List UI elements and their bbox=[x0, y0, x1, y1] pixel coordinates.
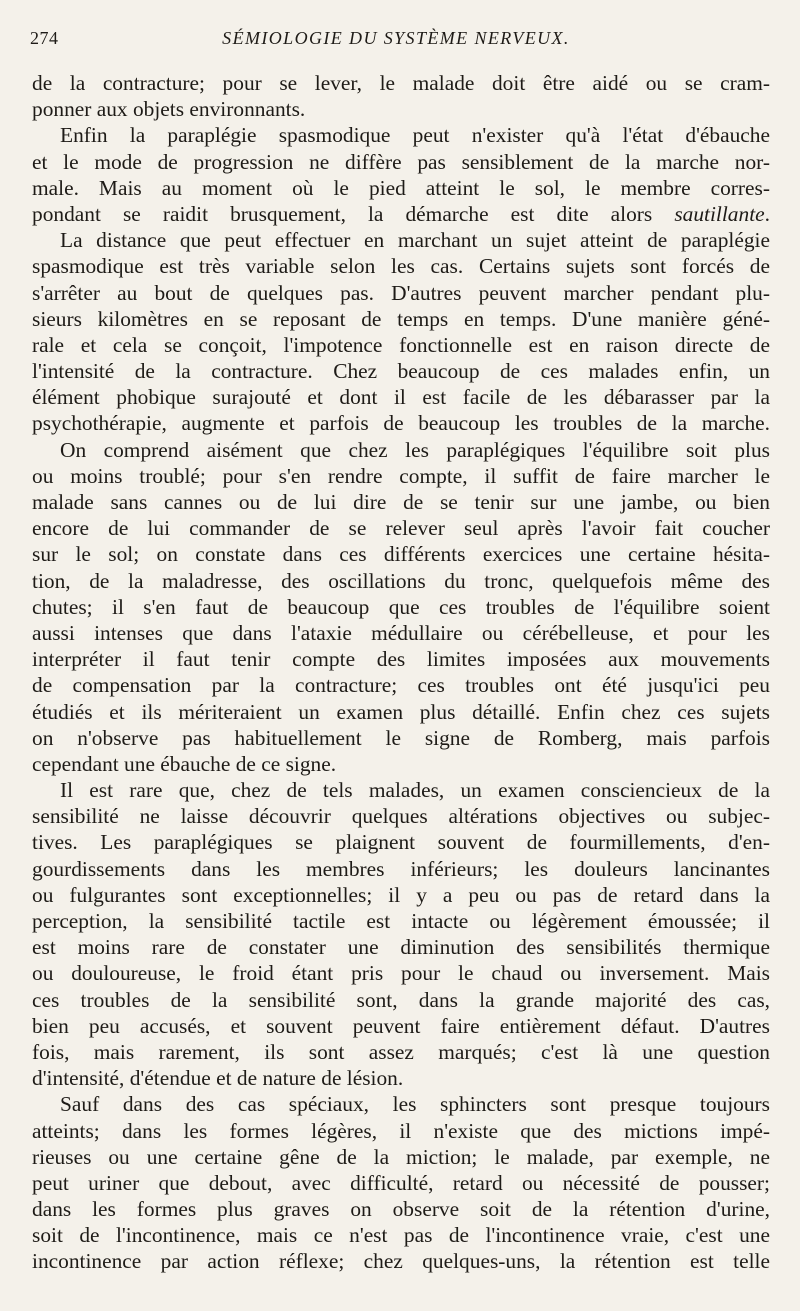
text-line: sensibilité ne laisse découvrir quelques altérations objectives ou subjec- bbox=[32, 804, 770, 829]
text-line: étudiés et ils mériteraient un examen plus détaillé. Enfin chez ces sujets bbox=[32, 699, 770, 724]
italic-term: sautillante bbox=[674, 201, 765, 226]
text-line: l'intensité de la contracture. Chez beaucoup de ces malades enfin, un bbox=[32, 359, 770, 384]
text-line: ponner aux objets environnants. bbox=[32, 97, 306, 122]
paragraph bbox=[32, 227, 770, 437]
text-line: d'intensité, d'étendue et de nature de lésion. bbox=[32, 1066, 404, 1091]
text-line: perception, la sensibilité tactile est intacte ou légèrement émoussée; il bbox=[32, 909, 770, 933]
text-line: On comprend aisément que chez les paraplégiques l'équilibre soit plus bbox=[60, 437, 770, 462]
text-line: bien peu accusés, et souvent peuvent faire entièrement défaut. D'autres bbox=[32, 1013, 770, 1038]
body-text bbox=[32, 70, 770, 1275]
text-line: est moins rare de constater une diminution des sensibilités thermique bbox=[32, 935, 770, 960]
paragraph bbox=[32, 437, 770, 777]
text-line: male. Mais au moment où le pied atteint le sol, le membre corres- bbox=[32, 175, 770, 200]
text-fragment: pondant se raidit brusquement, la démarche est dite alors bbox=[32, 201, 653, 226]
text-line: psychothérapie, augmente et parfois de beaucoup les troubles de la marche. bbox=[32, 411, 770, 436]
text-line: atteints; dans les formes légères, il n'existe que des mictions impé- bbox=[32, 1118, 770, 1143]
text-line: spasmodique est très variable selon les cas. Certains sujets sont forcés de bbox=[32, 254, 770, 279]
text-line: sieurs kilomètres en se reposant de temps en temps. D'une manière géné- bbox=[32, 306, 770, 331]
paragraph bbox=[32, 1091, 770, 1274]
text-line: encore de lui commander de se relever seul après l'avoir fait coucher bbox=[32, 516, 770, 541]
text-line: dans les formes plus graves on observe soit de la rétention d'urine, bbox=[32, 1197, 770, 1222]
text-line: de compensation par la contracture; ces troubles ont été jusqu'ici peu bbox=[32, 673, 770, 698]
text-line: ces troubles de la sensibilité sont, dans la grande majorité des cas, bbox=[32, 987, 770, 1012]
text-line: incontinence par action réflexe; chez quelques-uns, la rétention est telle bbox=[32, 1249, 770, 1274]
text-line: s'arrêter au bout de quelques pas. D'autres peuvent marcher pendant plu- bbox=[32, 280, 770, 305]
text-line: Il est rare que, chez de tels malades, un examen consciencieux de la bbox=[60, 778, 770, 803]
text-line: fois, mais rarement, ils sont assez marqués; c'est là une question bbox=[32, 1039, 770, 1064]
text-fragment: . bbox=[764, 201, 770, 226]
paragraph bbox=[32, 122, 770, 227]
text-line: gourdissements dans les membres inférieurs; les douleurs lancinantes bbox=[32, 856, 770, 881]
text-line: rale et cela se conçoit, l'impotence fonctionnelle est en raison directe de bbox=[32, 332, 770, 357]
text-line: ou moins troublé; pour s'en rendre compte, il suffit de faire marcher le bbox=[32, 463, 770, 488]
paragraph bbox=[32, 777, 770, 1091]
text-line: ou fulgurantes sont exceptionnelles; il y a peu ou pas de retard dans la bbox=[32, 882, 770, 907]
text-line: élément phobique surajouté et dont il est facile de les débarasser par la bbox=[32, 385, 770, 410]
text-line: rieuses ou une certaine gêne de la miction; le malade, par exemple, ne bbox=[32, 1144, 770, 1169]
text-line: Sauf dans des cas spéciaux, les sphincters sont presque toujours bbox=[60, 1092, 770, 1117]
text-line: chutes; il s'en faut de beaucoup que ces troubles de l'équilibre soient bbox=[32, 594, 770, 619]
text-line: on n'observe pas habituellement le signe de Romberg, mais parfois bbox=[32, 725, 770, 750]
text-line: aussi intenses que dans l'ataxie médullaire ou cérébelleuse, et pour les bbox=[32, 620, 770, 645]
text-line: tives. Les paraplégiques se plaignent souvent de fourmillements, d'en- bbox=[32, 830, 770, 855]
text-line: ou douloureuse, le froid étant pris pour le chaud ou inversement. Mais bbox=[32, 961, 770, 986]
running-head bbox=[30, 28, 762, 56]
paragraph bbox=[32, 70, 770, 122]
text-line: soit de l'incontinence, mais ce n'est pas de l'incontinence vraie, c'est une bbox=[32, 1223, 770, 1248]
text-line: et le mode de progression ne diffère pas sensiblement de la marche nor- bbox=[32, 149, 770, 174]
text-line: La distance que peut effectuer en marchant un sujet atteint de paraplégie bbox=[60, 228, 770, 253]
text-line: sur le sol; on constate dans ces différents exercices une certaine hésita- bbox=[32, 542, 770, 567]
running-title: SÉMIOLOGIE DU SYSTÈME NERVEUX. bbox=[222, 28, 570, 48]
text-line: interpréter il faut tenir compte des limites imposées aux mouvements bbox=[32, 647, 770, 672]
text-line: cependant une ébauche de ce signe. bbox=[32, 751, 337, 776]
text-line: peut uriner que debout, avec difficulté, retard ou nécessité de pousser; bbox=[32, 1170, 770, 1195]
text-line: tion, de la maladresse, des oscillations du tronc, quelquefois même des bbox=[32, 568, 770, 593]
text-line: de la contracture; pour se lever, le malade doit être aidé ou se cram- bbox=[32, 71, 770, 95]
text-line: malade sans cannes ou de lui dire de se tenir sur une jambe, ou bien bbox=[32, 490, 770, 514]
text-line: Enfin la paraplégie spasmodique peut n'exister qu'à l'état d'ébauche bbox=[60, 123, 770, 148]
text-line bbox=[32, 201, 770, 227]
page-number: 274 bbox=[30, 28, 59, 48]
